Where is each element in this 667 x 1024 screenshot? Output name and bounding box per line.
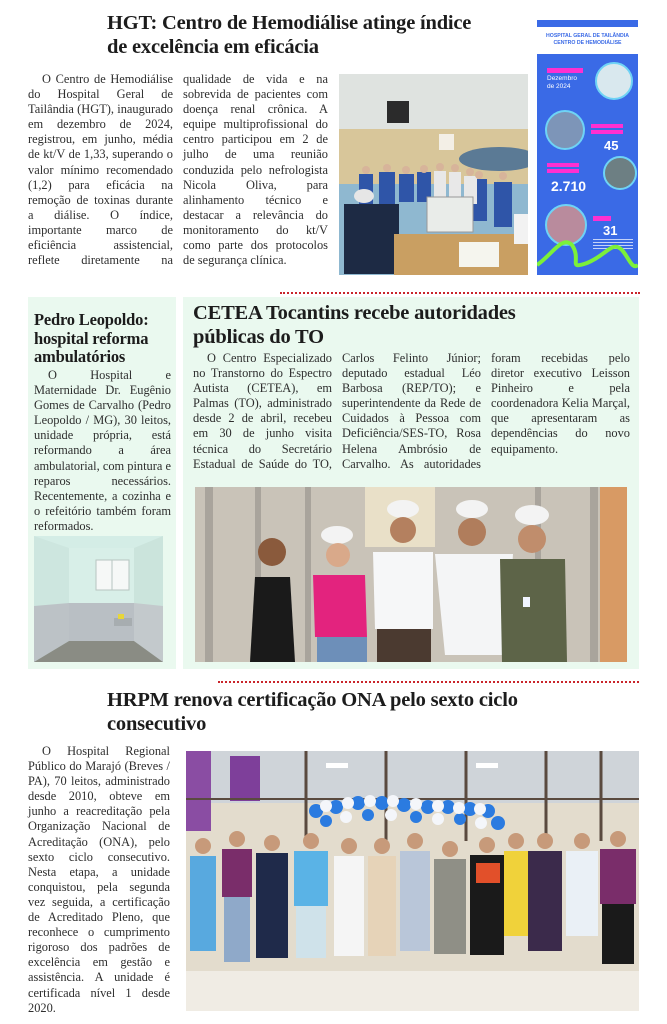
hgt-team-meeting-photo: [339, 74, 528, 275]
hrpm-team-photo: [186, 751, 639, 1011]
cetea-headline: [193, 302, 516, 349]
cetea-authorities-photo: [195, 487, 627, 662]
hgt-body: [28, 72, 328, 277]
section-divider-cetea: [280, 292, 640, 294]
hrpm-headline: [107, 688, 518, 736]
cetea-body-paragraph: O Centro Especializado no Transtorno do Espectro Autista (CETEA), em Palmas (TO), administrado desde 2 de abril, recebeu em 30 de junho visita técnica do Secretário Estadual de Saúde do TO, Carlos Felinto Júnior; deputado estadual Léo Barbosa (REP/TO); e superintendente da Rede de Cuidados à Pessoa com Deficiência/SES-TO, Rosa Helena Ambrósio de Carvalho. As autoridades foram recebidas pelo diretor executivo Leisson Pinheiro e pela coordenadora Kelia Marçal, que apresentaram as dependências do novo equipamento.: [193, 351, 630, 471]
hgt-headline-line1: HGT: Centro de Hemodiálise atinge índice: [107, 12, 472, 34]
infographic-header: [537, 27, 638, 54]
hgt-infographic: [537, 20, 638, 275]
pedro-leopoldo-headline-line1: Pedro Leopoldo:: [34, 310, 149, 329]
infographic-date: [547, 75, 577, 91]
pedro-leopoldo-body: [34, 368, 171, 534]
pedro-leopoldo-headline-line2: hospital reforma: [34, 328, 149, 348]
hgt-photo-illustration: [339, 74, 528, 275]
infographic-header-line2: CENTRO DE HEMODIÁLISE: [553, 40, 622, 46]
hrpm-body-paragraph: O Hospital Regional Público do Marajó (Breves / PA), 70 leitos, administrado desde 2010, obteve em junho a reacreditação pela Organização Nacional de Acreditação (ONA), pelo sexto ciclo consecutivo. Nesta etapa, a unidade conquistou, pela segunda vez seguida, a certificação de Acreditado Pleno, que reconhece o cumprimento rigoroso dos padrões de excelência em gestão e assistência. A unidade é certificada nível 1 desde 2020.: [28, 744, 170, 1015]
infographic-label-inauguration: [547, 68, 583, 73]
infographic-label-team: [593, 216, 611, 221]
infographic-green-squiggle: [537, 225, 638, 275]
cetea-body: [193, 351, 630, 475]
hgt-headline-line2: de excelência em eficácia: [107, 36, 319, 58]
infographic-stat-patients: 45: [604, 138, 619, 153]
pedro-leopoldo-photo-illustration: [34, 536, 163, 662]
infographic-date-line1: Dezembro: [547, 75, 577, 82]
infographic-circle-photo-2: [545, 110, 585, 150]
hgt-headline: [107, 11, 471, 59]
infographic-header-line1: HOSPITAL GERAL DE TAILÂNDIA: [546, 33, 629, 39]
section-divider-hrpm: [218, 681, 639, 683]
cetea-headline-line2: públicas do TO: [193, 325, 324, 348]
hgt-body-paragraph: O Centro de Hemodiálise do Hospital Geral de Tailândia (HGT), inaugurado em dezembro de 2024, registrou, em junho, média de kt/V de 1,33, superando o valor mínimo recomendado (1,2) para eficácia na remoção de toxinas durante a diálise. O índice, importante marco de eficiência assistencial, reflete diretamente na qualidade de vida e na sobrevida de pacientes com doença renal crônica. A equipe multiprofissional do centro participou em 2 de julho de uma reunião conduzida pelo nefrologista Nicola Oliva, para alinhamento técnico e destacar a relevância do monitoramento do kt/V como parte dos protocolos de segurança clínica.: [28, 72, 328, 268]
infographic-circle-photo-1: [595, 62, 633, 100]
pedro-leopoldo-headline-line3: ambulatórios: [34, 347, 126, 366]
hrpm-headline-line2: consecutivo: [107, 713, 207, 735]
pedro-leopoldo-body-paragraph: O Hospital e Maternidade Dr. Eugênio Gomes de Carvalho (Pedro Leopoldo / MG), 30 leitos, unidade própria, está reformando a área ambulatorial, com pintura e reparos necessários. Recentemente, a cozinha e o refeitório também foram reformados.: [34, 368, 171, 533]
infographic-stat-team: 31: [603, 223, 618, 238]
pedro-leopoldo-headline: [34, 311, 149, 367]
infographic-label-patients: [591, 124, 623, 135]
infographic-circle-photo-3: [603, 156, 637, 190]
hrpm-body: [28, 744, 170, 1016]
infographic-date-line2: de 2024: [547, 83, 571, 90]
pedro-leopoldo-room-photo: [34, 536, 163, 662]
infographic-stat-sessions: 2.710: [551, 178, 587, 194]
infographic-label-sessions: [547, 163, 579, 174]
hrpm-headline-line1: HRPM renova certificação ONA pelo sexto ciclo: [107, 689, 518, 711]
hrpm-photo-illustration: [186, 751, 639, 1011]
cetea-headline-line1: CETEA Tocantins recebe autoridades: [193, 302, 516, 324]
cetea-photo-illustration: [195, 487, 627, 662]
